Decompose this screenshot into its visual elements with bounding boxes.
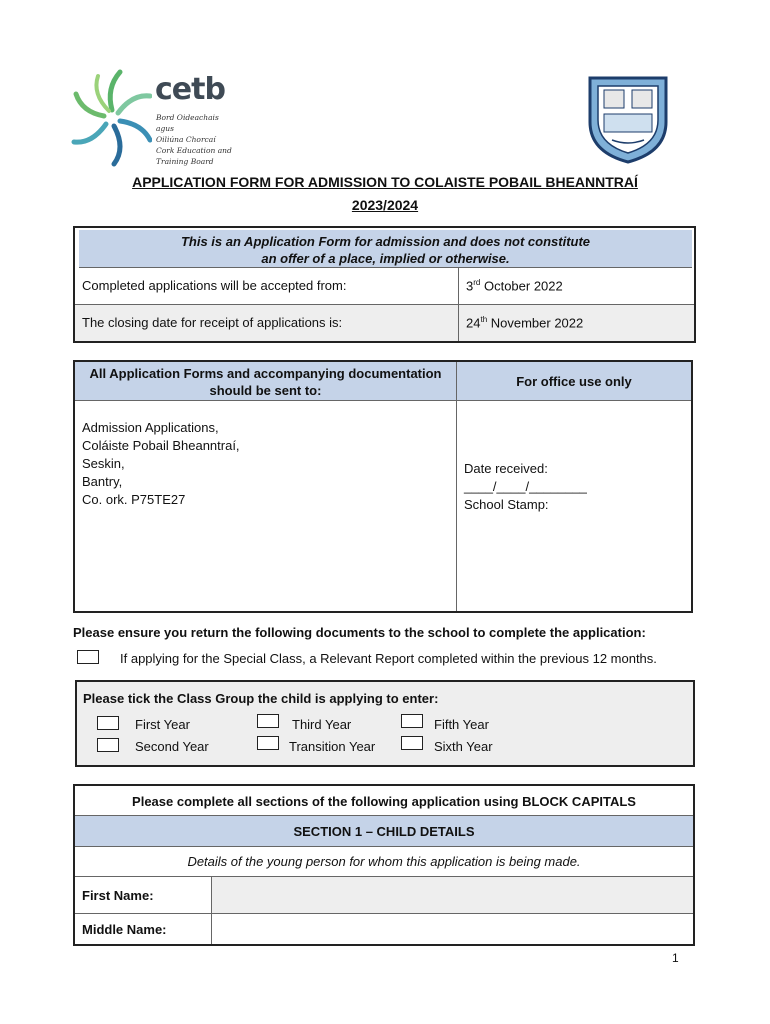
closing-label: The closing date for receipt of applications is: <box>75 305 459 341</box>
send-to-header: All Application Forms and accompanying documentation should be sent to: <box>75 362 457 401</box>
section-1-subtitle: Details of the young person for whom this application is being made. <box>75 847 693 877</box>
office-use-area <box>457 401 691 611</box>
special-class-label: If applying for the Special Class, a Relevant Report completed within the previous 12 months. <box>120 651 657 666</box>
school-address: Admission Applications, Coláiste Pobail Bheanntraí, Seskin, Bantry, Co. ork. P75TE27 <box>75 401 457 611</box>
fifth-year-checkbox[interactable] <box>401 714 423 728</box>
third-year-label: Third Year <box>292 717 352 732</box>
section-1-title: SECTION 1 – CHILD DETAILS <box>75 816 693 847</box>
address-box <box>73 360 693 613</box>
class-group-box <box>75 680 695 767</box>
second-year-checkbox[interactable] <box>97 738 119 752</box>
cetb-tagline: Bord Oideachais agus Oiliúna Chorcaí Cork Education and Training Board <box>156 113 232 166</box>
cetb-wordmark: cetb <box>155 72 225 107</box>
notice-line-2: an offer of a place, implied or otherwise. <box>261 251 510 266</box>
class-group-heading: Please tick the Class Group the child is applying to enter: <box>83 691 439 706</box>
first-year-checkbox[interactable] <box>97 716 119 730</box>
first-name-label: First Name: <box>75 877 212 914</box>
accepted-date: 3rd October 2022 <box>459 268 694 305</box>
second-year-label: Second Year <box>135 739 209 754</box>
cetb-logo <box>70 68 230 168</box>
page-number: 1 <box>672 951 679 965</box>
special-class-checkbox[interactable] <box>77 650 99 664</box>
section-1-table <box>73 784 695 946</box>
school-crest <box>582 70 674 166</box>
accepted-label: Completed applications will be accepted from: <box>75 268 459 305</box>
transition-year-label: Transition Year <box>289 739 376 754</box>
cetb-swirl-icon <box>70 68 152 168</box>
school-stamp-label: School Stamp: <box>464 497 549 512</box>
fifth-year-label: Fifth Year <box>434 717 489 732</box>
sixth-year-checkbox[interactable] <box>401 736 423 750</box>
third-year-checkbox[interactable] <box>257 714 279 728</box>
crest-icon <box>582 70 674 166</box>
office-use-header: For office use only <box>457 362 691 401</box>
date-received-label: Date received: <box>464 461 548 476</box>
block-capitals-instruction: Please complete all sections of the following application using BLOCK CAPITALS <box>75 786 693 816</box>
middle-name-label: Middle Name: <box>75 914 212 944</box>
middle-name-field[interactable] <box>212 914 693 944</box>
first-name-field[interactable] <box>212 877 693 914</box>
notice-box <box>73 226 696 343</box>
sixth-year-label: Sixth Year <box>434 739 493 754</box>
form-title: APPLICATION FORM FOR ADMISSION TO COLAISTE POBAIL BHEANNTRAÍ <box>132 174 638 190</box>
transition-year-checkbox[interactable] <box>257 736 279 750</box>
documents-heading: Please ensure you return the following documents to the school to complete the application: <box>73 625 646 640</box>
closing-date: 24th November 2022 <box>459 305 694 341</box>
form-year: 2023/2024 <box>351 197 419 213</box>
notice-line-1: This is an Application Form for admission and does not constitute <box>180 234 591 249</box>
notice-banner <box>79 230 692 268</box>
first-year-label: First Year <box>135 717 190 732</box>
date-received-field[interactable]: ____/____/________ <box>464 479 587 494</box>
